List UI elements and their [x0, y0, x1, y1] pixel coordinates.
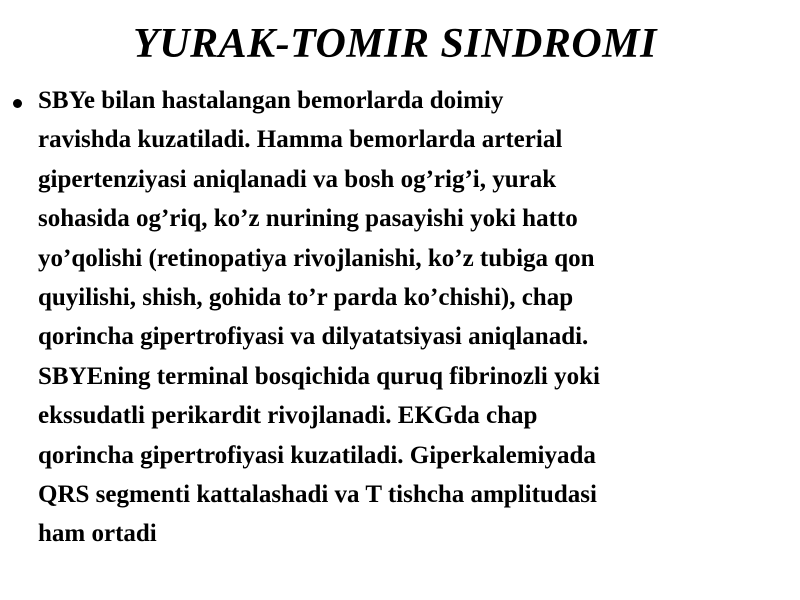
body-line: SBYe bilan hastalangan bemorlarda doimiy: [38, 87, 504, 114]
body-line: yo’qolishi (retinopatiya rivojlanishi, ko’z tubiga qon: [38, 244, 595, 272]
body-line: ekssudatli perikardit rivojlanadi. EKGda chap: [38, 402, 538, 430]
body-line: quyilishi, shish, gohida to’r parda ko’chishi), chap: [38, 284, 574, 312]
body-line: gipertenziyasi aniqlanadi va bosh og’rig’i, yurak: [38, 165, 557, 193]
bullet-item: [10, 81, 795, 554]
body-line: QRS segmenti kattalashadi va T tishcha amplitudasi: [38, 481, 597, 509]
body-line: ravishda kuzatiladi. Hamma bemorlarda arterial: [38, 126, 563, 154]
bullet-dot-icon: [13, 99, 22, 108]
slide-title: YURAK-TOMIR SINDROMI: [133, 21, 657, 67]
body-line: qorincha gipertrofiyasi va dilyatatsiyasi aniqlanadi.: [38, 323, 589, 351]
bullet-text: [38, 81, 795, 554]
bullet-list: [10, 81, 795, 554]
body-line: qorincha gipertrofiyasi kuzatiladi. Giperkalemiyada: [38, 441, 596, 469]
body-line: ham ortadi: [38, 520, 157, 548]
body-line: SBYEning terminal bosqichida quruq fibrinozli yoki: [38, 362, 600, 390]
body-line: sohasida og’riq, ko’z nurining pasayishi yoki hatto: [38, 205, 578, 233]
